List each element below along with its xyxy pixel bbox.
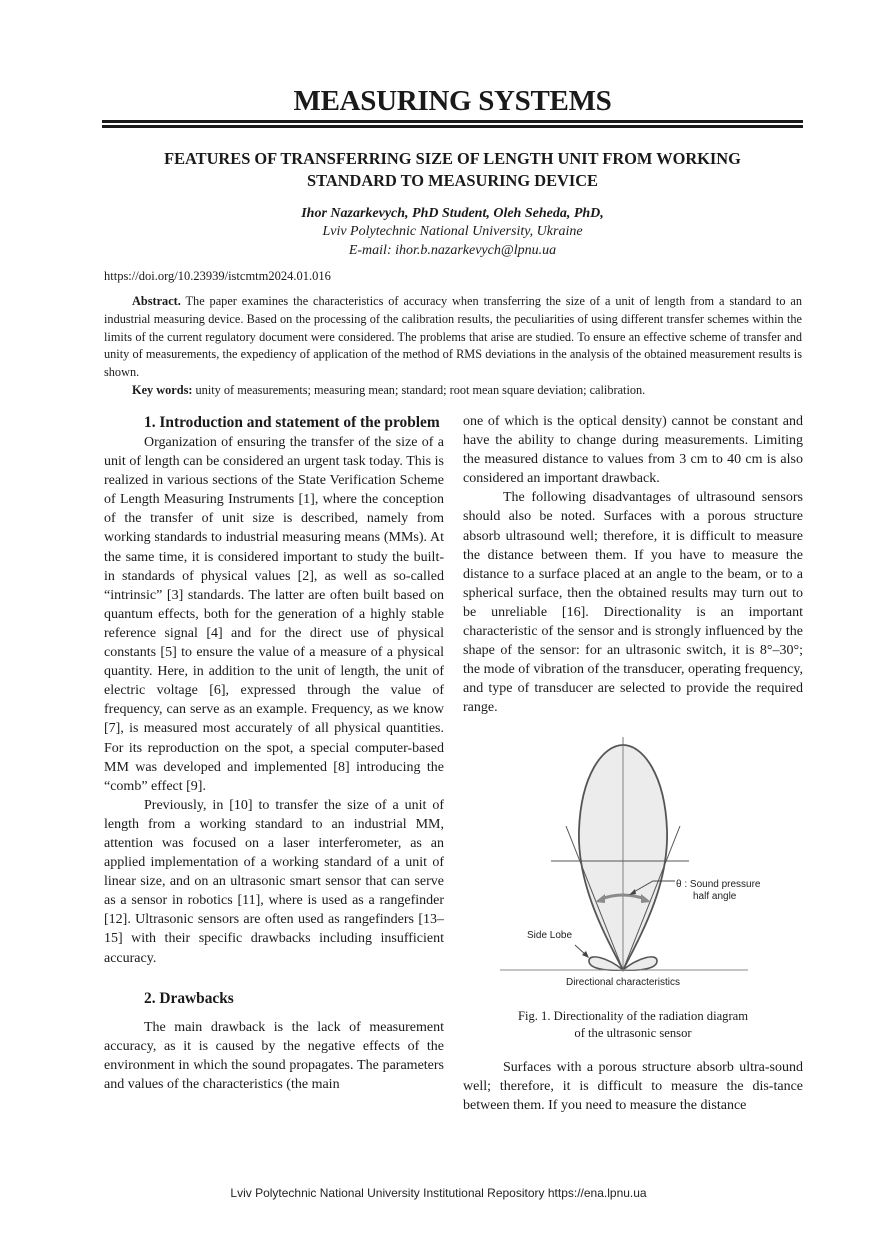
body-paragraph: The main drawback is the lack of measurement accuracy, as it is caused by the negative effects of the environment in which the sound propagates. The parameters and values of the characteristics (the main xyxy=(104,1019,444,1092)
section-heading-introduction: 1. Introduction and statement of the problem xyxy=(144,414,440,431)
doi-link[interactable]: https://doi.org/10.23939/istcmtm2024.01.016 xyxy=(104,269,331,283)
body-paragraph: Previously, in [10] to transfer the size of a unit of length from a working standard to an industrial MM, attention was focused on a laser interferometer, as an applied implementation of a working standard of a unit of linear size, and on an ultrasonic smart sensor that can serve as a sensor in robotics [11], where is used as a rangefinder [12]. Ultrasonic sensors are often used as rangefinders [13–15] with their specific drawbacks including insufficient accuracy. xyxy=(104,797,444,966)
side-lobe-label: Side Lobe xyxy=(527,930,573,941)
repository-footer: Lviv Polytechnic National University Institutional Repository https://ena.lpnu.ua xyxy=(230,1186,647,1200)
body-paragraph: Organization of ensuring the transfer of the size of a unit of length can be considered an urgent task today. This is realized in various sections of the State Verification Scheme of Length Measuring Instruments [1], where the conception of the transfer of unit size is described, namely from working standards to industrial measuring means (MMs). At the same time, it is considered important to study the built-in standards of physical values [2], as well as so-called “intrinsic” [3] standards. The latter are often built based on quantum effects, both for the generation of a highly stable reference signal [4] and for the direct use of physical constants [5] to ensure the value of a measure of a physical quantity. Here, in addition to the unit of length, the unit of electric voltage [6], expressed through the value of frequency, can serve as an example. Frequency, as we know [7], is measured most accurately of all physical quantities. For its reproduction on the spot, a special computer-based MM was developed and implemented [8] introducing the “comb” effect [9]. xyxy=(104,435,444,794)
abstract-paragraph xyxy=(104,293,802,382)
diagram-bottom-label: Directional characteristics xyxy=(566,977,680,988)
right-column xyxy=(463,412,803,718)
header-rule-top xyxy=(102,120,803,123)
header-rule-bottom xyxy=(102,125,803,128)
theta-label-line1: θ : Sound pressure xyxy=(676,879,761,890)
author-email[interactable]: E-mail: ihor.b.nazarkevych@lpnu.ua xyxy=(348,243,557,258)
journal-section-title: MEASURING SYSTEMS xyxy=(293,85,612,117)
authors: Ihor Nazarkevych, PhD Student, Oleh Seheda, PhD, xyxy=(301,206,604,221)
keywords-label: Key words: xyxy=(132,382,193,397)
abstract xyxy=(104,293,802,400)
right-column-bottom xyxy=(463,1058,803,1115)
body-paragraph: The following disadvantages of ultrasound sensors should also be noted. Surfaces with a porous structure absorb ultrasound well; therefore, it is difficult to measure the distance between them. If you have to measure the distance to a surface placed at an angle to the beam, or to a spherical surface, then the obtained results may turn out to be unreliable [16]. Directionality is an important characteristic of the sensor and is strongly influenced by the shape of the sensor: for an ultrasonic switch, it is 8°–30°; the mode of vibration of the transducer, operating frequency, and type of transducer are selected to provide the required range. xyxy=(463,490,803,716)
abstract-label: Abstract. xyxy=(132,294,181,308)
affiliation: Lviv Polytechnic National University, Ukraine xyxy=(322,224,583,239)
figure-caption xyxy=(463,1008,803,1042)
left-column xyxy=(104,413,444,1094)
body-paragraph-continuation: one of which is the optical density) cannot be constant and have the ability to change during measurements. Limiting the measured distance to values from 3 cm to 40 cm is also considered an important drawback. xyxy=(463,414,803,487)
section-heading-drawbacks: 2. Drawbacks xyxy=(144,989,234,1007)
body-paragraph: Surfaces with a porous structure absorb ultra-sound well; therefore, it is difficult to measure the dis-tance between them. If you need to measure the distance xyxy=(463,1060,803,1114)
paper-title-line2: STANDARD TO MEASURING DEVICE xyxy=(307,171,598,190)
radiation-pattern-diagram xyxy=(495,735,765,995)
abstract-text: The paper examines the characteristics of accuracy when transferring the size of a unit of length from a standard to an industrial measuring device. Based on the processing of the calibration results, the peculiarities of using different transfer schemes within the limits of the current regulatory document were considered. The problems that arise are studied. To ensure an effective scheme of transfer and unity of measurements, the expediency of application of the method of RMS deviations in the analysis of the obtained measurement results is shown. xyxy=(104,294,802,380)
figure-caption-line2: of the ultrasonic sensor xyxy=(574,1026,692,1040)
paper-title-line1: FEATURES OF TRANSFERRING SIZE OF LENGTH UNIT FROM WORKING xyxy=(164,149,741,168)
paper-title xyxy=(102,148,803,192)
keywords-text: unity of measurements; measuring mean; standard; root mean square deviation; calibration. xyxy=(192,382,646,397)
figure-caption-line1: Fig. 1. Directionality of the radiation diagram xyxy=(517,1009,749,1023)
figure-directionality-diagram xyxy=(495,735,765,995)
theta-label-line2: half angle xyxy=(693,891,737,902)
keywords-paragraph xyxy=(104,382,802,400)
